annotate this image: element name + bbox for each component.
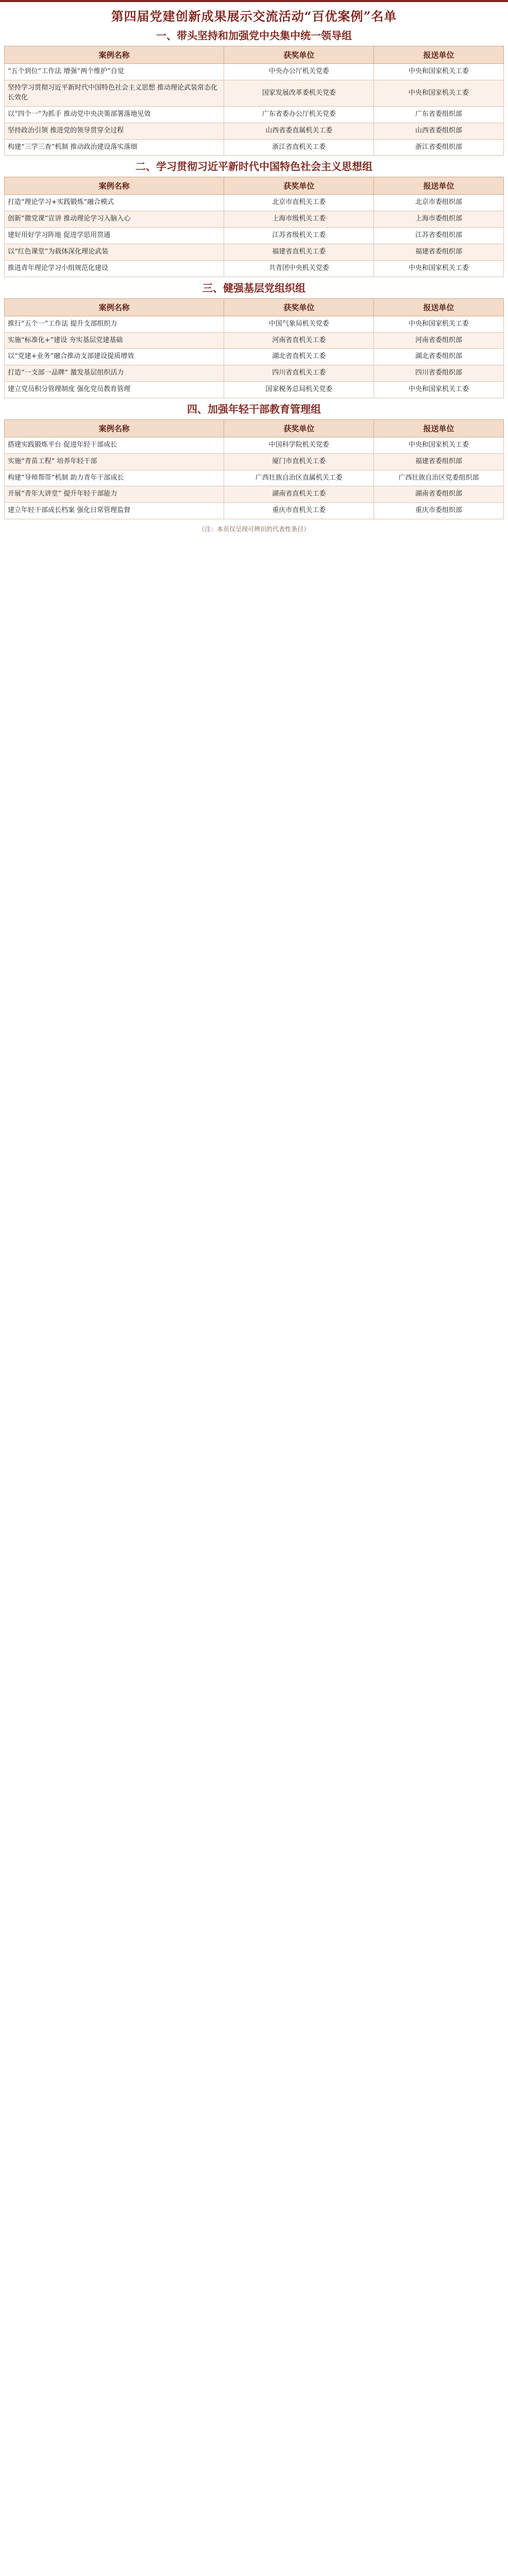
award-unit-cell: 北京市直机关工委 (224, 195, 374, 211)
report-unit-cell: 中央和国家机关工委 (374, 260, 504, 277)
report-unit-cell: 广西壮族自治区党委组织部 (374, 470, 504, 486)
cases-table (4, 177, 504, 277)
table-row (5, 64, 504, 80)
award-unit-cell: 中央办公厅机关党委 (224, 64, 374, 80)
case-name-cell: 坚持学习贯彻习近平新时代中国特色社会主义思想 推动理论武装常态化长效化 (5, 80, 224, 107)
column-header-rep: 报送单位 (374, 298, 504, 316)
award-unit-cell: 福建省直机关工委 (224, 244, 374, 260)
table-row (5, 332, 504, 349)
report-unit-cell: 山西省委组织部 (374, 123, 504, 139)
table-row (5, 106, 504, 123)
award-unit-cell: 江苏省级机关工委 (224, 228, 374, 244)
award-unit-cell: 四川省直机关工委 (224, 365, 374, 382)
report-unit-cell: 广东省委组织部 (374, 106, 504, 123)
report-unit-cell: 江苏省委组织部 (374, 228, 504, 244)
table-row (5, 123, 504, 139)
award-unit-cell: 湖南省直机关工委 (224, 486, 374, 503)
award-unit-cell: 山西省委直属机关工委 (224, 123, 374, 139)
case-name-cell: 打造“一支部一品牌” 激发基层组织活力 (5, 365, 224, 382)
column-header-rep: 报送单位 (374, 419, 504, 437)
report-unit-cell: 中央和国家机关工委 (374, 80, 504, 107)
cases-table (4, 298, 504, 398)
table-row (5, 382, 504, 398)
column-header-unit: 获奖单位 (224, 298, 374, 316)
column-header-unit: 获奖单位 (224, 419, 374, 437)
table-row (5, 195, 504, 211)
report-unit-cell: 湖南省委组织部 (374, 486, 504, 503)
award-unit-cell: 厦门市直机关工委 (224, 453, 374, 470)
table-header-row (5, 419, 504, 437)
award-unit-cell: 中国科学院机关党委 (224, 437, 374, 453)
report-unit-cell: 河南省委组织部 (374, 332, 504, 349)
case-name-cell: 建立年轻干部成长档案 强化日常管理监督 (5, 503, 224, 519)
report-unit-cell: 重庆市委组织部 (374, 503, 504, 519)
sections-container (4, 29, 504, 519)
award-unit-cell: 上海市级机关工委 (224, 211, 374, 228)
award-unit-cell: 中国气象局机关党委 (224, 316, 374, 332)
section-title: 三、健强基层党组织组 (202, 281, 306, 294)
award-unit-cell: 广东省委办公厅机关党委 (224, 106, 374, 123)
table-header-row (5, 177, 504, 195)
table-row (5, 470, 504, 486)
report-unit-cell: 福建省委组织部 (374, 244, 504, 260)
column-header-rep: 报送单位 (374, 177, 504, 195)
table-row (5, 316, 504, 332)
case-name-cell: 构建“导师帮带”机制 助力青年干部成长 (5, 470, 224, 486)
table-row (5, 228, 504, 244)
table-header-row (5, 298, 504, 316)
main-title: 第四届党建创新成果展示交流活动“百优案例”名单 (111, 9, 397, 24)
case-name-cell: 推行“五个一”工作法 提升支部组织力 (5, 316, 224, 332)
case-name-cell: 建好用好学习阵地 促进学思用贯通 (5, 228, 224, 244)
table-row (5, 139, 504, 156)
award-unit-cell: 湖北省直机关工委 (224, 349, 374, 365)
award-unit-cell: 国家税务总局机关党委 (224, 382, 374, 398)
section-title: 一、带头坚持和加强党中央集中统一领导组 (156, 29, 352, 42)
note-text: （注：本页仅呈现可辨识的代表性条目） (198, 526, 310, 533)
column-header-rep: 报送单位 (374, 46, 504, 64)
award-unit-cell: 国家发展改革委机关党委 (224, 80, 374, 107)
table-row (5, 365, 504, 382)
case-name-cell: 构建“三学三查”机制 推动政治建设落实落细 (5, 139, 224, 156)
award-unit-cell: 河南省直机关工委 (224, 332, 374, 349)
award-unit-cell: 重庆市直机关工委 (224, 503, 374, 519)
case-name-cell: 搭建实践锻炼平台 促进年轻干部成长 (5, 437, 224, 453)
column-header-name: 案例名称 (5, 419, 224, 437)
column-header-name: 案例名称 (5, 177, 224, 195)
report-unit-cell: 湖北省委组织部 (374, 349, 504, 365)
report-unit-cell: 浙江省委组织部 (374, 139, 504, 156)
report-unit-cell: 中央和国家机关工委 (374, 437, 504, 453)
table-row (5, 244, 504, 260)
column-header-name: 案例名称 (5, 46, 224, 64)
case-name-cell: 开展“青年大讲堂” 提升年轻干部能力 (5, 486, 224, 503)
table-row (5, 437, 504, 453)
case-name-cell: 建立党员积分管理制度 强化党员教育管理 (5, 382, 224, 398)
case-name-cell: 以“党建+业务”融合推动支部建设提质增效 (5, 349, 224, 365)
case-name-cell: 实施“青苗工程” 培养年轻干部 (5, 453, 224, 470)
report-unit-cell: 上海市委组织部 (374, 211, 504, 228)
case-name-cell: 以“四个一”为抓手 推动党中央决策部署落地见效 (5, 106, 224, 123)
award-unit-cell: 浙江省直机关工委 (224, 139, 374, 156)
table-row (5, 80, 504, 107)
report-unit-cell: 北京市委组织部 (374, 195, 504, 211)
report-unit-cell: 中央和国家机关工委 (374, 382, 504, 398)
column-header-unit: 获奖单位 (224, 46, 374, 64)
case-name-cell: 坚持政治引领 推进党的领导贯穿全过程 (5, 123, 224, 139)
section-title: 四、加强年轻干部教育管理组 (187, 402, 321, 415)
table-row (5, 453, 504, 470)
column-header-unit: 获奖单位 (224, 177, 374, 195)
table-row (5, 260, 504, 277)
case-name-cell: “五个到位”工作法 增强“两个维护”自觉 (5, 64, 224, 80)
table-header-row (5, 46, 504, 64)
award-unit-cell: 共青团中央机关党委 (224, 260, 374, 277)
section-title: 二、学习贯彻习近平新时代中国特色社会主义思想组 (136, 160, 372, 173)
case-name-cell: 实施“标准化+”建设 夯实基层党建基础 (5, 332, 224, 349)
document-page (0, 0, 508, 549)
case-name-cell: 创新“微党课”宣讲 推动理论学习入脑入心 (5, 211, 224, 228)
cases-table (4, 46, 504, 156)
table-row (5, 503, 504, 519)
report-unit-cell: 福建省委组织部 (374, 453, 504, 470)
table-row (5, 486, 504, 503)
case-name-cell: 以“红色课堂”为载体深化理论武装 (5, 244, 224, 260)
report-unit-cell: 中央和国家机关工委 (374, 64, 504, 80)
case-name-cell: 推进青年理论学习小组规范化建设 (5, 260, 224, 277)
award-unit-cell: 广西壮族自治区直属机关工委 (224, 470, 374, 486)
case-name-cell: 打造“理论学习+实践锻炼”融合模式 (5, 195, 224, 211)
table-row (5, 211, 504, 228)
column-header-name: 案例名称 (5, 298, 224, 316)
table-row (5, 349, 504, 365)
report-unit-cell: 中央和国家机关工委 (374, 316, 504, 332)
cases-table (4, 419, 504, 519)
report-unit-cell: 四川省委组织部 (374, 365, 504, 382)
